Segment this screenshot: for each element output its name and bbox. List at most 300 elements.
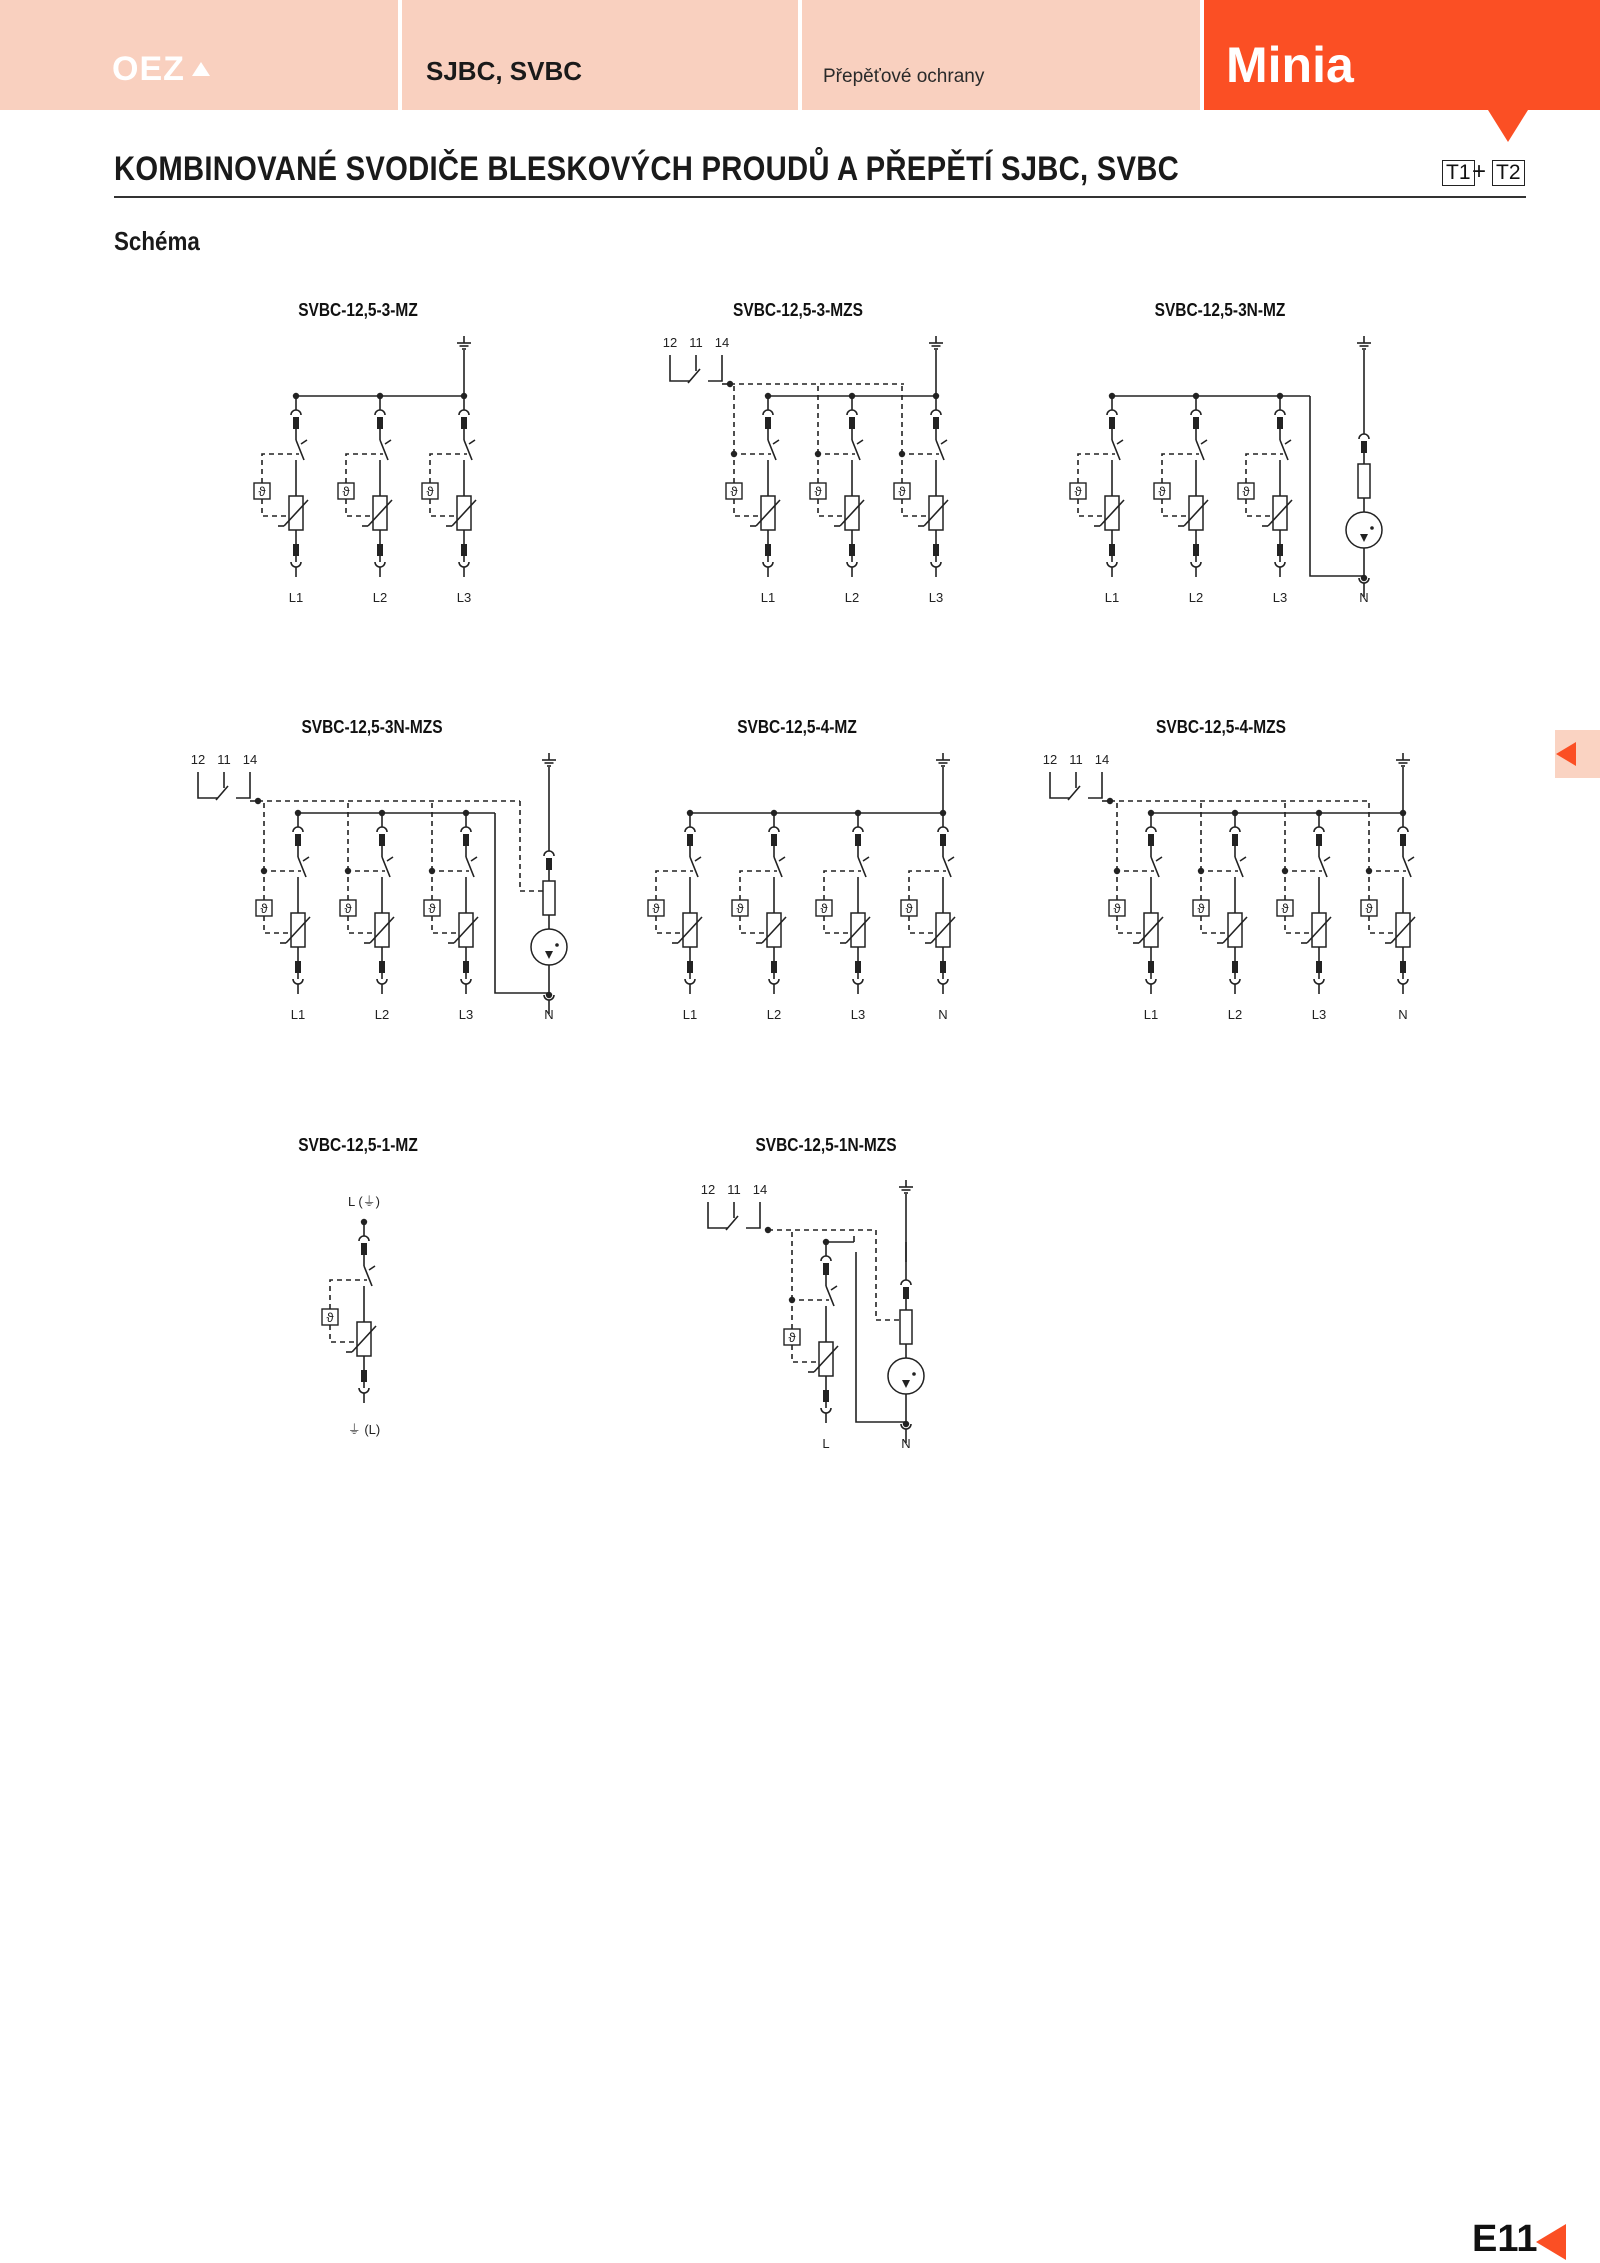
- spd-branch: [1070, 393, 1124, 577]
- contact-wire: [1088, 772, 1102, 798]
- fuse-icon: [1148, 961, 1154, 973]
- thermal-symbol: ϑ: [730, 484, 738, 499]
- thermal-link: [902, 499, 930, 516]
- contact-blade: [216, 786, 228, 800]
- diagram-title: SVBC-12,5-4-MZ: [737, 717, 857, 737]
- diagram-title: SVBC-12,5-4-MZS: [1156, 717, 1286, 737]
- spd-branch: [322, 1219, 376, 1403]
- contact-label: 12: [1042, 752, 1058, 767]
- thermal-link: [1162, 454, 1199, 483]
- terminal-label: L1: [290, 1007, 306, 1022]
- switch-mark: [387, 857, 393, 861]
- ground-icon: [457, 336, 471, 349]
- signal-contacts: [1043, 752, 1109, 800]
- contact-label: 14: [1094, 752, 1110, 767]
- switch-mark: [469, 440, 475, 444]
- fuse-icon: [687, 961, 693, 973]
- thermal-link: [330, 1325, 358, 1342]
- spd-branch: [1193, 801, 1247, 994]
- thermal-link: [348, 871, 385, 900]
- fuse-icon: [849, 544, 855, 556]
- terminal-icon: [931, 410, 941, 415]
- fuse-icon: [546, 858, 552, 870]
- ground-icon: [542, 753, 556, 766]
- thermal-link: [824, 871, 861, 900]
- terminal-icon: [375, 410, 385, 415]
- switch-mark: [1285, 440, 1291, 444]
- terminal-icon: [359, 1236, 369, 1241]
- ground-icon: [1396, 753, 1410, 766]
- thermal-link: [1117, 916, 1145, 933]
- fuse-icon: [940, 961, 946, 973]
- switch-mark: [301, 440, 307, 444]
- switch-mark: [773, 440, 779, 444]
- type-badge-plus: +: [1472, 158, 1487, 185]
- fuse-icon: [1316, 834, 1322, 846]
- terminal-label: L3: [850, 1007, 866, 1022]
- spd-branch: [1109, 801, 1163, 994]
- thermal-link: [348, 916, 376, 933]
- terminal-icon: [1398, 979, 1408, 984]
- switch-mark: [1117, 440, 1123, 444]
- fuse-icon: [1148, 834, 1154, 846]
- side-tab-arrow-icon: [1556, 742, 1576, 766]
- thermal-link: [909, 871, 946, 900]
- thermal-link: [740, 871, 777, 900]
- switch-mark: [1408, 857, 1414, 861]
- terminal-icon: [1230, 827, 1240, 832]
- terminal-icon: [847, 562, 857, 567]
- junction-dot: [1114, 868, 1120, 874]
- oez-logo: OEZ: [112, 50, 185, 88]
- n-branch: [888, 1242, 924, 1443]
- thermal-link: [346, 454, 383, 483]
- terminal-label: L2: [844, 590, 860, 605]
- contact-wire: [670, 355, 690, 381]
- contact-label: 11: [689, 335, 703, 350]
- terminal-icon: [1230, 979, 1240, 984]
- spd-branch: [254, 393, 308, 577]
- contact-label: 11: [217, 752, 231, 767]
- contact-label: 11: [727, 1182, 741, 1197]
- terminal-icon: [461, 979, 471, 984]
- fuse-icon: [1109, 544, 1115, 556]
- junction-dot: [789, 1297, 795, 1303]
- fuse-icon: [295, 834, 301, 846]
- thermal-link: [734, 454, 771, 483]
- thermal-link: [264, 916, 292, 933]
- spd-branch: [1154, 393, 1208, 577]
- terminal-icon: [938, 827, 948, 832]
- fuse-icon: [1232, 961, 1238, 973]
- terminal-icon: [821, 1408, 831, 1413]
- contact-wire: [746, 1202, 760, 1228]
- fuse-icon: [1361, 441, 1367, 453]
- terminal-label: L: [822, 1436, 830, 1451]
- thermal-link: [264, 871, 301, 900]
- thermal-link: [1369, 871, 1406, 900]
- terminal-label: ⏚ (L): [347, 1422, 381, 1437]
- fuse-icon: [849, 417, 855, 429]
- junction-dot: [345, 868, 351, 874]
- terminal-label: N: [1398, 1007, 1408, 1022]
- contact-label: 14: [242, 752, 258, 767]
- terminal-label: L3: [1311, 1007, 1327, 1022]
- terminal-icon: [853, 827, 863, 832]
- switch-mark: [948, 857, 954, 861]
- fuse-icon: [361, 1243, 367, 1255]
- thermal-link: [432, 871, 469, 900]
- thermal-symbol: ϑ: [1281, 901, 1289, 916]
- terminal-icon: [375, 562, 385, 567]
- contact-wire: [708, 1202, 728, 1228]
- fuse-icon: [823, 1390, 829, 1402]
- terminal-icon: [293, 827, 303, 832]
- signal-contacts: [191, 752, 257, 800]
- fuse-icon: [361, 1370, 367, 1382]
- switch-mark: [471, 857, 477, 861]
- terminal-label: L2: [1188, 590, 1204, 605]
- thermal-symbol: ϑ: [1158, 484, 1166, 499]
- junction-dot: [1282, 868, 1288, 874]
- switch-mark: [1201, 440, 1207, 444]
- terminal-icon: [1146, 827, 1156, 832]
- junction-dot: [899, 451, 905, 457]
- terminal-label: L3: [928, 590, 944, 605]
- gas-discharge-tube-icon: [888, 1358, 924, 1394]
- spd-branch: [784, 1230, 838, 1423]
- terminal-label: L1: [288, 590, 304, 605]
- fuse-icon: [765, 417, 771, 429]
- n-branch: [1346, 396, 1382, 597]
- ground-icon: [899, 1180, 913, 1193]
- fuse-icon: [687, 834, 693, 846]
- spd-branch: [816, 810, 870, 994]
- thermal-symbol: ϑ: [736, 901, 744, 916]
- terminal-icon: [1314, 827, 1324, 832]
- terminal-icon: [685, 979, 695, 984]
- thermal-link: [818, 454, 855, 483]
- thermal-link: [656, 916, 684, 933]
- thermal-symbol: ϑ: [260, 901, 268, 916]
- thermal-symbol: ϑ: [1242, 484, 1250, 499]
- ground-icon: [1357, 336, 1371, 349]
- fuse-icon: [377, 417, 383, 429]
- fuse-icon: [933, 417, 939, 429]
- thermal-symbol: ϑ: [1197, 901, 1205, 916]
- fuse-icon: [293, 544, 299, 556]
- signal-contacts: [701, 1182, 767, 1230]
- terminal-icon: [459, 562, 469, 567]
- thermal-symbol: ϑ: [820, 901, 828, 916]
- header-category: Přepěťové ochrany: [823, 66, 985, 87]
- thermal-symbol: ϑ: [1365, 901, 1373, 916]
- terminal-icon: [459, 410, 469, 415]
- thermal-link: [734, 499, 762, 516]
- terminal-icon: [1275, 410, 1285, 415]
- fuse-icon: [463, 834, 469, 846]
- junction-dot: [1198, 868, 1204, 874]
- contact-label: 11: [1069, 752, 1083, 767]
- thermal-symbol: ϑ: [814, 484, 822, 499]
- terminal-icon: [1191, 410, 1201, 415]
- terminal-label: N: [544, 1007, 554, 1022]
- terminal-icon: [847, 410, 857, 415]
- fuse-icon: [1193, 544, 1199, 556]
- thermal-link: [1246, 499, 1274, 516]
- terminal-icon: [763, 562, 773, 567]
- thermal-link: [1246, 454, 1283, 483]
- header-series: SJBC, SVBC: [426, 56, 583, 86]
- terminal-icon: [1275, 562, 1285, 567]
- fuse-icon: [461, 417, 467, 429]
- thermal-link: [1078, 499, 1106, 516]
- junction-dot: [815, 451, 821, 457]
- thermal-symbol: ϑ: [1113, 901, 1121, 916]
- terminal-icon: [901, 1280, 911, 1285]
- spd-branch: [901, 810, 955, 994]
- spd-branch: [256, 801, 310, 994]
- fuse-icon: [293, 417, 299, 429]
- switch-mark: [831, 1286, 837, 1290]
- section-title: Schéma: [114, 226, 200, 256]
- terminal-label: N: [1359, 590, 1369, 605]
- ground-icon: [929, 336, 943, 349]
- page-arrow-icon: [1536, 2224, 1566, 2260]
- junction-dot: [731, 451, 737, 457]
- gdt-dot: [555, 943, 559, 947]
- switch-mark: [385, 440, 391, 444]
- thermal-link: [656, 871, 693, 900]
- thermal-link: [902, 454, 939, 483]
- contact-wire: [236, 772, 250, 798]
- fuse-icon: [379, 961, 385, 973]
- thermal-symbol: ϑ: [342, 484, 350, 499]
- terminal-icon: [544, 851, 554, 856]
- thermal-link: [430, 499, 458, 516]
- terminal-icon: [1107, 562, 1117, 567]
- terminal-label: L2: [766, 1007, 782, 1022]
- terminal-icon: [1314, 979, 1324, 984]
- fuse-icon: [295, 961, 301, 973]
- terminal-label: L (⏚): [347, 1194, 381, 1209]
- terminal-icon: [821, 1256, 831, 1261]
- diagram-title: SVBC-12,5-1N-MZS: [755, 1135, 897, 1155]
- ground-icon: [936, 753, 950, 766]
- thermal-link: [432, 916, 460, 933]
- switch-mark: [1156, 857, 1162, 861]
- diagram: [1070, 336, 1382, 605]
- junction-dot: [429, 868, 435, 874]
- junction-dot: [765, 1227, 771, 1233]
- signal-link: [876, 1230, 900, 1320]
- terminal-label: N: [938, 1007, 948, 1022]
- fuse-icon: [765, 544, 771, 556]
- contact-wire: [198, 772, 218, 798]
- fuse-icon: [771, 961, 777, 973]
- diagram-title: SVBC-12,5-3-MZ: [298, 300, 418, 320]
- diagram: [254, 336, 476, 605]
- junction-dot: [727, 381, 733, 387]
- thermal-symbol: ϑ: [898, 484, 906, 499]
- spd-branch: [1277, 801, 1331, 994]
- fuse-gap-icon: [1358, 464, 1370, 498]
- spd-branch: [1238, 393, 1292, 577]
- diagram: [663, 335, 948, 605]
- thermal-symbol: ϑ: [344, 901, 352, 916]
- diagram-title: SVBC-12,5-3N-MZ: [1154, 300, 1286, 320]
- terminal-icon: [1398, 827, 1408, 832]
- thermal-link: [430, 454, 467, 483]
- spd-branch: [810, 384, 864, 577]
- thermal-link: [262, 454, 299, 483]
- contact-label: 14: [752, 1182, 768, 1197]
- terminal-icon: [931, 562, 941, 567]
- thermal-symbol: ϑ: [258, 484, 266, 499]
- contact-wire: [1050, 772, 1070, 798]
- terminal-label: L3: [1272, 590, 1288, 605]
- thermal-link: [792, 1300, 829, 1329]
- switch-mark: [1240, 857, 1246, 861]
- junction-dot: [261, 868, 267, 874]
- terminal-icon: [769, 827, 779, 832]
- fuse-icon: [1316, 961, 1322, 973]
- fuse-icon: [1232, 834, 1238, 846]
- fuse-icon: [933, 544, 939, 556]
- signal-contacts: [663, 335, 729, 383]
- n-branch: [531, 813, 567, 1014]
- wire: [495, 813, 549, 993]
- wire: [856, 1252, 906, 1422]
- gdt-dot: [1370, 526, 1374, 530]
- junction-dot: [255, 798, 261, 804]
- terminal-icon: [763, 410, 773, 415]
- thermal-link: [909, 916, 937, 933]
- fuse-icon: [855, 961, 861, 973]
- terminal-label: L2: [1227, 1007, 1243, 1022]
- diagram-title: SVBC-12,5-3N-MZS: [301, 717, 443, 737]
- terminal-icon: [769, 979, 779, 984]
- terminal-icon: [359, 1388, 369, 1393]
- junction-dot: [1107, 798, 1113, 804]
- fuse-icon: [1277, 544, 1283, 556]
- fuse-icon: [1400, 834, 1406, 846]
- terminal-icon: [853, 979, 863, 984]
- thermal-link: [346, 499, 374, 516]
- switch-mark: [941, 440, 947, 444]
- fuse-icon: [461, 544, 467, 556]
- spd-branch: [648, 810, 702, 994]
- fuse-icon: [903, 1287, 909, 1299]
- thermal-link: [1078, 454, 1115, 483]
- terminal-label: L2: [372, 590, 388, 605]
- switch-mark: [857, 440, 863, 444]
- contact-label: 12: [662, 335, 678, 350]
- page-number: E11: [1472, 2218, 1538, 2260]
- terminal-label: L3: [456, 590, 472, 605]
- gdt-dot: [912, 1372, 916, 1376]
- terminal-label: L2: [374, 1007, 390, 1022]
- switch-mark: [779, 857, 785, 861]
- junction-dot: [1366, 868, 1372, 874]
- thermal-link: [1201, 916, 1229, 933]
- thermal-link: [792, 1345, 820, 1362]
- terminal-label: L1: [682, 1007, 698, 1022]
- gas-discharge-tube-icon: [1346, 512, 1382, 548]
- thermal-symbol: ϑ: [426, 484, 434, 499]
- fuse-icon: [1193, 417, 1199, 429]
- diagram: [191, 752, 567, 1022]
- contact-wire: [708, 355, 722, 381]
- contact-label: 12: [190, 752, 206, 767]
- thermal-link: [262, 499, 290, 516]
- thermal-symbol: ϑ: [652, 901, 660, 916]
- gas-discharge-tube-icon: [531, 929, 567, 965]
- terminal-label: N: [901, 1436, 911, 1451]
- terminal-icon: [291, 562, 301, 567]
- thermal-link: [1162, 499, 1190, 516]
- spd-branch: [338, 393, 392, 577]
- fuse-icon: [1400, 961, 1406, 973]
- thermal-link: [1117, 871, 1154, 900]
- spd-branch: [726, 384, 780, 577]
- switch-mark: [1324, 857, 1330, 861]
- fuse-icon: [855, 834, 861, 846]
- diagram-title: SVBC-12,5-3-MZS: [733, 300, 863, 320]
- thermal-symbol: ϑ: [788, 1330, 796, 1345]
- thermal-symbol: ϑ: [428, 901, 436, 916]
- thermal-link: [330, 1280, 367, 1309]
- contact-label: 12: [700, 1182, 716, 1197]
- contact-blade: [688, 369, 700, 383]
- terminal-label: L1: [1104, 590, 1120, 605]
- signal-link: [520, 801, 543, 891]
- spd-branch: [1361, 801, 1415, 994]
- terminal-icon: [461, 827, 471, 832]
- diagram: [648, 753, 955, 1022]
- diagram: [1043, 752, 1415, 1022]
- switch-mark: [695, 857, 701, 861]
- terminal-icon: [1359, 434, 1369, 439]
- switch-mark: [863, 857, 869, 861]
- switch-mark: [369, 1266, 375, 1270]
- fuse-icon: [1109, 417, 1115, 429]
- spd-branch: [732, 810, 786, 994]
- terminal-icon: [291, 410, 301, 415]
- contact-blade: [726, 1216, 738, 1230]
- contact-label: 14: [714, 335, 730, 350]
- terminal-icon: [938, 979, 948, 984]
- type-badge-t2: T2: [1492, 160, 1525, 186]
- thermal-link: [740, 916, 768, 933]
- page-title: KOMBINOVANÉ SVODIČE BLESKOVÝCH PROUDŮ A PŘEPĚTÍ SJBC, SVBC: [114, 150, 1180, 188]
- fuse-icon: [379, 834, 385, 846]
- fuse-gap-icon: [543, 881, 555, 915]
- terminal-label: L1: [1143, 1007, 1159, 1022]
- thermal-symbol: ϑ: [1074, 484, 1082, 499]
- fuse-icon: [771, 834, 777, 846]
- terminal-label: L1: [760, 590, 776, 605]
- thermal-link: [824, 916, 852, 933]
- terminal-icon: [1146, 979, 1156, 984]
- fuse-icon: [823, 1263, 829, 1275]
- type-badge-t1: T1: [1442, 160, 1475, 186]
- thermal-symbol: ϑ: [326, 1310, 334, 1325]
- spd-branch: [424, 801, 478, 994]
- terminal-label: L3: [458, 1007, 474, 1022]
- terminal-icon: [293, 979, 303, 984]
- thermal-link: [1285, 916, 1313, 933]
